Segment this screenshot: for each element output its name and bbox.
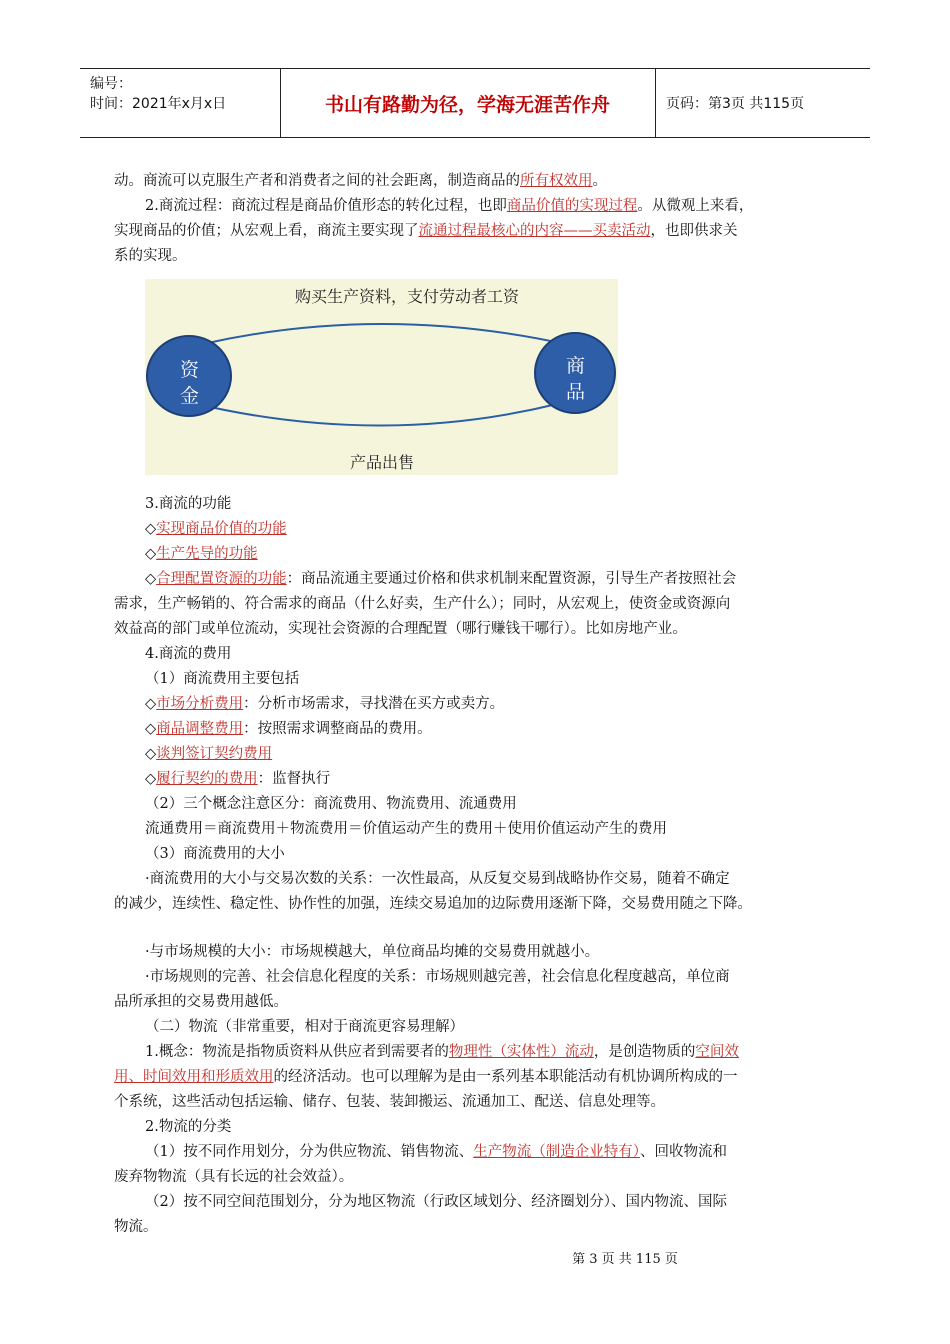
paragraph-line: 个系统，这些活动包括运输、储存、包装、装卸搬运、流通加工、配送、信息处理等。 xyxy=(114,1094,665,1110)
text: ：商品流通主要通过价格和供求机制来配置资源，引导生产者按照社会 xyxy=(286,571,737,587)
diagram-bottom-label: 产品出售 xyxy=(350,453,415,472)
paragraph-line: 品所承担的交易费用越低。 xyxy=(114,994,288,1010)
paragraph-line: 效益高的部门或单位流动，实现社会资源的合理配置（哪行赚钱干哪行）。比如房地产业。 xyxy=(114,621,687,637)
diamond-icon: ◇ xyxy=(145,571,157,587)
paragraph-line: （2）按不同空间范围划分，分为地区物流（行政区域划分、经济圈划分）、国内物流、国际 xyxy=(145,1194,727,1210)
bullet-line xyxy=(145,695,845,713)
paragraph-line: ·商流费用的大小与交易次数的关系：一次性最高，从反复交易到战略协作交易，随着不确定 xyxy=(145,871,730,887)
text: ，是创造物质的 xyxy=(593,1044,696,1060)
highlight-text: 所有权效用 xyxy=(520,173,593,189)
paragraph-line xyxy=(114,222,844,240)
paragraph-line xyxy=(114,172,844,190)
time-label: 时间：2021年x月x日 xyxy=(90,96,227,112)
top-arrow-path xyxy=(203,324,565,344)
paragraph-line: （1）商流费用主要包括 xyxy=(145,671,300,687)
bullet-line xyxy=(145,745,845,763)
header-page-cell xyxy=(656,69,870,137)
paragraph-line: 系的实现。 xyxy=(114,248,187,264)
goods-node-char2: 品 xyxy=(566,381,586,403)
bottom-arrow-path xyxy=(197,404,557,426)
commerce-flow-diagram xyxy=(145,279,618,475)
highlight-text: 商品价值的实现过程 xyxy=(506,198,638,214)
paragraph-line: （2）三个概念注意区分：商流费用、物流费用、流通费用 xyxy=(145,796,517,812)
page-info: 页码：第3页 共115页 xyxy=(666,96,805,112)
highlight-text: 流通过程最核心的内容——买卖活动 xyxy=(418,223,651,239)
bullet-line xyxy=(145,520,845,538)
diamond-icon: ◇ xyxy=(145,746,157,762)
page-header xyxy=(80,68,870,138)
paragraph-line xyxy=(145,197,845,215)
paragraph-line: （3）商流费用的大小 xyxy=(145,846,285,862)
text: ：分析市场需求，寻找潜在买方或卖方。 xyxy=(243,696,505,712)
diagram-top-label: 购买生产资料，支付劳动者工资 xyxy=(295,287,520,306)
text: 。从微观上来看， xyxy=(637,198,754,214)
paragraph-line: ·市场规则的完善、社会信息化程度的关系：市场规则越完善，社会信息化程度越高，单位商 xyxy=(145,969,730,985)
section-heading: 4.商流的费用 xyxy=(145,646,232,662)
flow-diagram-svg xyxy=(145,279,618,475)
header-motto-cell xyxy=(280,69,656,137)
highlight-text: 空间效 xyxy=(695,1044,739,1060)
bullet-line xyxy=(145,545,845,563)
diamond-icon: ◇ xyxy=(145,771,157,787)
number-label: 编号： xyxy=(90,76,132,92)
section-heading: 2.物流的分类 xyxy=(145,1119,232,1135)
goods-node-char1: 商 xyxy=(566,355,586,377)
highlight-text: 生产物流（制造企业特有） xyxy=(473,1144,640,1160)
highlight-text: 市场分析费用 xyxy=(156,696,244,712)
capital-node-char2: 金 xyxy=(180,385,200,407)
paragraph-line: 物流。 xyxy=(114,1219,158,1235)
text: 1.概念：物流是指物质资料从供应者到需要者的 xyxy=(145,1044,449,1060)
highlight-text: 用、时间效用和形质效用 xyxy=(114,1069,274,1085)
text: 实现商品的价值；从宏观上看，商流主要实现了 xyxy=(114,223,419,239)
text: ：监督执行 xyxy=(257,771,331,787)
header-meta-cell xyxy=(80,69,281,137)
bullet-line xyxy=(145,720,845,738)
text: 的经济活动。也可以理解为是由一系列基本职能活动有机协调所构成的一 xyxy=(273,1069,738,1085)
text: ：按照需求调整商品的费用。 xyxy=(243,721,432,737)
paragraph-line: 的减少，连续性、稳定性、协作性的加强，连续交易追加的边际费用逐渐下降，交易费用随之下降。 xyxy=(114,896,752,912)
paragraph-line: ·与市场规模的大小：市场规模越大，单位商品均摊的交易费用就越小。 xyxy=(145,944,600,960)
paragraph-line: 废弃物物流（具有长远的社会效益）。 xyxy=(114,1169,354,1185)
bullet-line xyxy=(145,570,845,588)
bullet-line xyxy=(145,770,845,788)
diamond-icon: ◇ xyxy=(145,521,157,537)
page-footer: 第 3 页 共 115 页 xyxy=(572,1252,678,1267)
text: 2.商流过程：商流过程是商品价值形态的转化过程，也即 xyxy=(145,198,507,214)
motto-text: 书山有路勤为径，学海无涯苦作舟 xyxy=(324,93,610,116)
highlight-text: 合理配置资源的功能 xyxy=(156,571,287,587)
paragraph-line: 需求，生产畅销的、符合需求的商品（什么好卖，生产什么）；同时，从宏观上，使资金或资源向 xyxy=(114,596,731,612)
capital-node-char1: 资 xyxy=(180,359,200,381)
highlight-text: 实现商品价值的功能 xyxy=(156,521,287,537)
text: 动。商流可以克服生产者和消费者之间的社会距离，制造商品的 xyxy=(114,173,520,189)
paragraph-line: 流通费用＝商流费用＋物流费用＝价值运动产生的费用＋使用价值运动产生的费用 xyxy=(145,821,667,837)
paragraph-line xyxy=(145,1143,845,1161)
text: （1）按不同作用划分，分为供应物流、销售物流、 xyxy=(145,1144,474,1160)
paragraph-line xyxy=(145,1043,845,1061)
highlight-text: 履行契约的费用 xyxy=(156,771,258,787)
section-heading: （二）物流（非常重要，相对于商流更容易理解） xyxy=(145,1019,464,1035)
diamond-icon: ◇ xyxy=(145,546,157,562)
highlight-text: 谈判签订契约费用 xyxy=(156,746,273,762)
section-heading: 3.商流的功能 xyxy=(145,496,232,512)
text: 、回收物流和 xyxy=(639,1144,727,1160)
diamond-icon: ◇ xyxy=(145,721,157,737)
diamond-icon: ◇ xyxy=(145,696,157,712)
paragraph-line xyxy=(114,1068,844,1086)
highlight-text: 商品调整费用 xyxy=(156,721,244,737)
highlight-text: 生产先导的功能 xyxy=(156,546,258,562)
highlight-text: 物理性（实体性）流动 xyxy=(448,1044,594,1060)
text: 。 xyxy=(592,173,607,189)
text: ，也即供求关 xyxy=(650,223,738,239)
